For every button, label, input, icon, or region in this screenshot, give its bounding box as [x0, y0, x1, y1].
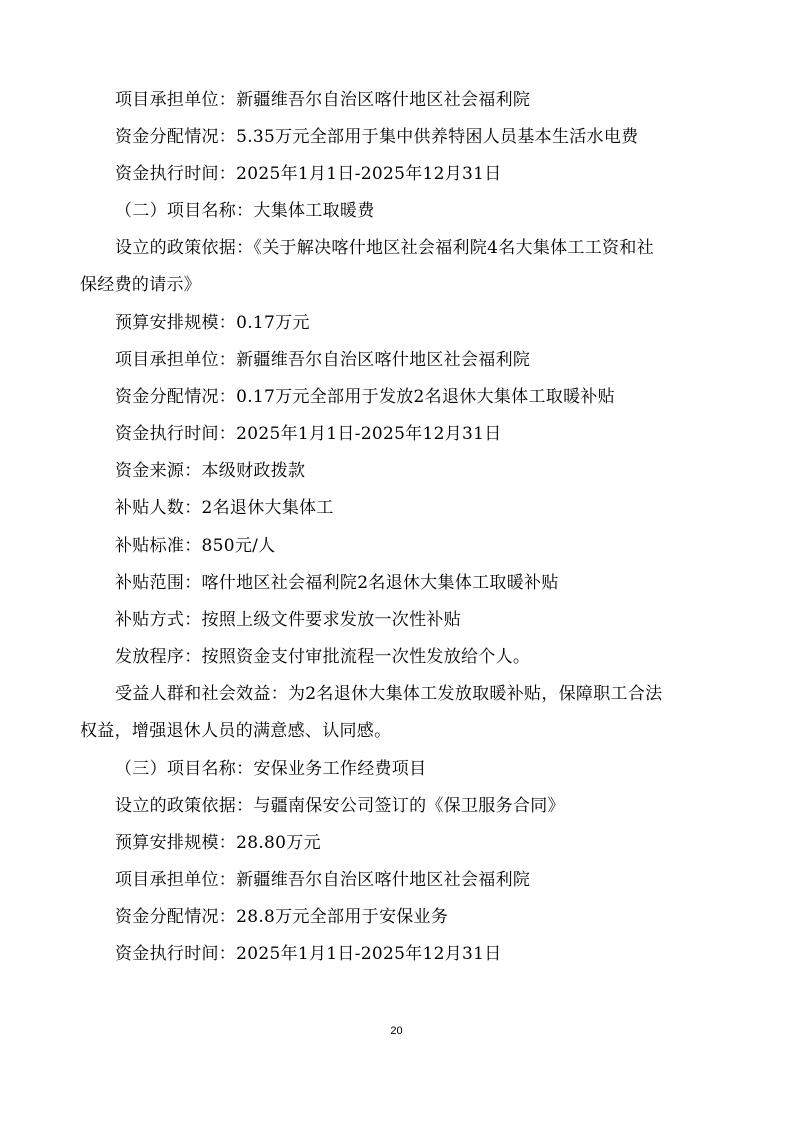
text-line: 资金分配情况：0.17万元全部用于发放2名退休大集体工取暖补贴	[115, 387, 615, 407]
text-line: 资金执行时间：2025年1月1日-2025年12月31日	[115, 424, 502, 444]
text-line: 设立的政策依据：与疆南保安公司签订的《保卫服务合同》	[115, 796, 565, 816]
text-line: 资金分配情况：28.8万元全部用于安保业务	[115, 907, 449, 927]
text-line: 补贴标准：850元/人	[115, 536, 276, 556]
section-heading: （三）项目名称：安保业务工作经费项目	[115, 759, 427, 779]
text-line: 设立的政策依据：《关于解决喀什地区社会福利院4名大集体工工资和社	[115, 238, 654, 258]
section-heading: （二）项目名称：大集体工取暖费	[115, 201, 375, 221]
text-line: 资金分配情况：5.35万元全部用于集中供养特困人员基本生活水电费	[115, 127, 639, 147]
text-line-continuation: 保经费的请示》	[80, 275, 202, 295]
text-line: 项目承担单位：新疆维吾尔自治区喀什地区社会福利院	[115, 350, 531, 370]
text-line: 项目承担单位：新疆维吾尔自治区喀什地区社会福利院	[115, 870, 531, 890]
text-line: 预算安排规模：28.80万元	[115, 833, 321, 853]
text-line: 补贴方式：按照上级文件要求发放一次性补贴	[115, 610, 461, 630]
page-number: 20	[390, 1025, 403, 1037]
text-line: 受益人群和社会效益：为2名退休大集体工发放取暖补贴，保障职工合法	[115, 684, 663, 704]
text-line-continuation: 权益，增强退休人员的满意感、认同感。	[80, 721, 392, 741]
text-line: 发放程序：按照资金支付审批流程一次性发放给个人。	[115, 647, 531, 667]
text-line: 资金来源：本级财政拨款	[115, 461, 306, 481]
text-line: 资金执行时间：2025年1月1日-2025年12月31日	[115, 944, 502, 964]
text-line: 项目承担单位：新疆维吾尔自治区喀什地区社会福利院	[115, 90, 531, 110]
text-line: 资金执行时间：2025年1月1日-2025年12月31日	[115, 164, 502, 184]
text-line: 预算安排规模：0.17万元	[115, 313, 310, 333]
text-line: 补贴人数：2名退休大集体工	[115, 498, 334, 518]
text-line: 补贴范围：喀什地区社会福利院2名退休大集体工取暖补贴	[115, 573, 559, 593]
